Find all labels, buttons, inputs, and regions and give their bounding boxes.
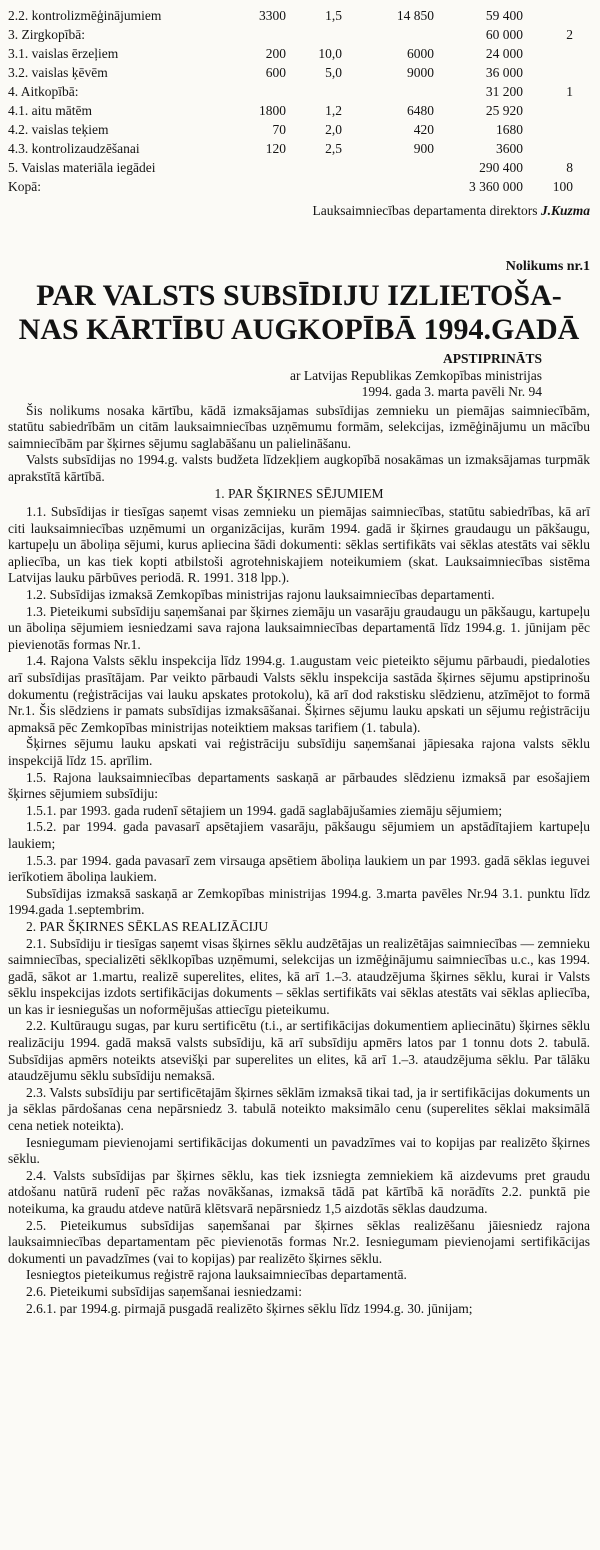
table-cell: 1800 [259, 103, 286, 118]
table-cell-label: 5. Vaislas materiāla iegādei [8, 160, 156, 175]
document-body [8, 403, 590, 1318]
document-title [8, 279, 590, 347]
paragraph-2-5: 2.5. Pieteikumus subsīdijas saņemšanai par šķirnes sēklas realizēšanu jāiesniedz rajona lauksaimniecības departamentam pēc pievienotās formas Nr.2. Iesniegumam pievienojami sertifikācijas dokumenti un pavadzīmes (vai to kopijas) par realizēto šķirnes sēklu. [8, 1217, 590, 1266]
paragraph: Iesniegtos pieteikumus reģistrē rajona lauksaimniecības departamentā. [26, 1267, 407, 1283]
approved-label: APSTIPRINĀTS [442, 351, 542, 366]
table-cell [342, 177, 434, 196]
paragraph-intro: Šis nolikums nosaka kārtību, kādā izmaksājamas subsīdijas zemnieku un piemājas saimniecībām, statūtu sabiedrībām un citām lauksaimniecības uzņēmumu formām, selekcijas, izmēģinājumu un mācību saimniecībām par šķirnes sējumu saglabāšanu un palielināšanu. [8, 402, 590, 451]
table-cell-label: 2.2. kontrolizmēģinājumiem [8, 8, 162, 23]
table-cell [342, 25, 434, 44]
table-cell: 36 000 [485, 65, 523, 80]
table-cell [523, 6, 573, 25]
table-cell: 6000 [407, 46, 434, 61]
table-cell: 14 850 [396, 8, 434, 23]
subsidy-table [8, 6, 590, 196]
table-cell-label: 3.2. vaislas ķēvēm [8, 65, 108, 80]
table-cell: 1 [566, 84, 573, 99]
table-cell: 6480 [407, 103, 434, 118]
paragraph-2-1: 2.1. Subsīdiju ir tiesīgas saņemt visas šķirnes sēklu audzētājas un realizētājas saimniecības — zemnieku saimniecības, specializēti sēklkopības uzņēmumi, selekcijas un izmēģinājumu saimniecības u.c., kas 1994. gadā, sākot ar 1.martu, realizē superelites, elites, kā arī 1.–3. ataudzējuma šķirnes sēklu, kurai ir Valsts sēklu inspekcijas izdots sertifikācijas dokuments – sēklas sertifikāts vai sēklas atestāts vai sēklas apliecība, un kas ir iesniegušas un noformējušas attiecīgu pieteikumu. [8, 935, 590, 1017]
table-cell: 3600 [496, 141, 523, 156]
table-cell-label: 4.2. vaislas teķiem [8, 122, 109, 137]
table-row [8, 101, 590, 120]
paragraph-1-2: 1.2. Subsīdijas izmaksā Zemkopības ministrijas rajonu lauksaimniecības departamenti. [26, 587, 495, 603]
paragraph-1-5-3: 1.5.3. par 1994. gada pavasarī zem virsauga apsētiem āboliņa laukiem un par 1993. gadā sēklas ieguvei ierīkotiem āboliņa laukiem. [8, 852, 590, 885]
table-row [8, 139, 590, 158]
table-cell: 2 [566, 27, 573, 42]
paragraph: Valsts subsīdijas no 1994.g. valsts budžeta līdzekļiem augkopībā nosakāmas un izmaksājamas turpmāk aprakstītā kārtībā. [8, 452, 590, 484]
approval-block [8, 351, 590, 401]
paragraph-2-3: 2.3. Valsts subsīdiju par sertificētajām šķirnes sēklām izmaksā tikai tad, ja ir sertifikācijas dokuments un ja sēklas pārdošanas cena nepārsniedz 3. tabulā noteikto maksimālo cenu (superelites sēklai maksimālā cena netiek noteikta). [8, 1084, 590, 1134]
table-cell [286, 25, 342, 44]
paragraph-2-6: 2.6. Pieteikumi subsīdijas saņemšanai iesniedzami: [26, 1283, 302, 1299]
table-row [8, 44, 590, 63]
paragraph-1-1: 1.1. Subsīdijas ir tiesīgas saņemt visas zemnieku un piemājas saimniecības, statūtu sabiedrības, kā arī citi lauksaimniecības uzņēmumi un organizācijas, kurām 1994. gadā ir šķirnes graudaugu un pākšaugu, kartupeļu un āboliņa sējumi, kurus apliecina šādi dokumenti: sēklas sertifikāts vai sēklas atestāts vai sēklu apliecība, un kas tiek kopti atbilstoši agrotehniskajiem noteikumiem (skat. Lauksaimniecības sistēma Latvijas lauku pārbūves periodā. R. 1991. 318 lpp.). [8, 504, 590, 586]
table-cell [286, 177, 342, 196]
table-cell: 9000 [407, 65, 434, 80]
paragraph-1-5-2: 1.5.2. par 1994. gada pavasarī apsētajiem vasarāju, pākšaugu sējumiem un apstādītajiem kartupeļu laukiem; [8, 819, 590, 851]
paragraph: Iesniegumam pievienojami sertifikācijas dokumenti un pavadzīmes vai to kopijas par realizēto šķirnes sēklu. [8, 1134, 590, 1167]
table-cell-label: 4.3. kontrolizaudzēšanai [8, 141, 140, 156]
signature-line [8, 203, 590, 219]
table-cell: 420 [413, 122, 434, 137]
paragraph-1-5-1: 1.5.1. par 1993. gada rudenī sētajiem un 1994. gadā saglabājušamies ziemāju sējumiem; [26, 802, 503, 818]
table-row [8, 63, 590, 82]
table-cell: 1680 [496, 122, 523, 137]
table-cell [523, 120, 573, 139]
table-cell [236, 25, 286, 44]
table-cell: 10,0 [318, 46, 342, 61]
table-cell [523, 44, 573, 63]
table-row [8, 158, 590, 177]
table-cell: 2,5 [325, 141, 342, 156]
table-cell [342, 82, 434, 101]
table-cell: 8 [566, 160, 573, 175]
table-cell: 290 400 [479, 160, 523, 175]
table-cell-label: 4.1. aitu mātēm [8, 103, 92, 118]
table-cell: 200 [265, 46, 286, 61]
table-cell [523, 101, 573, 120]
paragraph-2-4: 2.4. Valsts subsīdijas par šķirnes sēklu, kas tiek izsniegta zemniekiem kā aizdevums pret graudu atdošanu natūrā rudenī pēc ražas novākšanas, izmaksā tādā pat kārtībā kā norādīts 2.2. punktā pie noteikuma, ka graudu atdeve natūrā klētsvarā nepārsniedz 1,5 aizdotās sēklas daudzuma. [8, 1167, 590, 1216]
paragraph: Šķirnes sējumu lauku apskati vai reģistrāciju subsīdiju saņemšanai jāpiesaka rajona valsts sēklu inspekcijā līdz 15. aprīlim. [8, 736, 590, 768]
section-heading-2: 2. PAR ŠĶIRNES SĒKLAS REALIZĀCIJU [26, 918, 269, 934]
table-cell-label: 4. Aitkopībā: [8, 84, 79, 99]
paragraph-2-2: 2.2. Kultūraugu sugas, par kuru sertificētu (t.i., ar sertifikācijas dokumentiem apliecinātu) šķirnes sēklu realizāciju 1994. gadā maksā valsts subsīdiju, kā arī subsīdiju apmērs latos par 1 tonnu dots 2. tabulā. Subsīdijas apmērs noteikts atsevišķi par superelites un elites, kā arī 1.–3. ataudzējuma sēklu. Par tālāku ataudzējumu sēklu subsīdiju nemaksā. [8, 1018, 590, 1084]
table-cell: 100 [552, 179, 573, 194]
table-cell: 24 000 [485, 46, 523, 61]
table-cell [236, 158, 286, 177]
table-cell [286, 158, 342, 177]
table-cell: 1,5 [325, 8, 342, 23]
approved-by-line1: ar Latvijas Republikas Zemkopības ministrijas [290, 367, 542, 383]
table-row-total [8, 177, 590, 196]
table-cell-label: Kopā: [8, 179, 41, 194]
table-cell: 60 000 [485, 27, 523, 42]
document-title-line1: PAR VALSTS SUBSĪDIJU IZLIETOŠA- [36, 279, 562, 312]
approved-by-line2: 1994. gada 3. marta pavēli Nr. 94 [361, 384, 542, 399]
paragraph-1-4: 1.4. Rajona Valsts sēklu inspekcija līdz 1994.g. 1.augustam veic pieteikto sējumu pārbaudi, piedaloties arī subsīdijas prasītājam. Par veikto pārbaudi Valsts sēklu inspekcija sastāda šķirnes sējumu apstiprinošu dokumentu (reģistrācijas vai lauku apskates protokolu), kā arī dod rakstisku slēdzienu, atzīmējot to formā Nr.1. Šis slēdziens ir pamats subsīdijas izmaksāšanai. Šķirnes sējumu lauku apskati un sējumu reģistrāciju apmaksā pēc Zemkopības ministrijas noteiktiem maksas tarifiem (1. tabula). [8, 653, 590, 735]
table-cell: 120 [265, 141, 286, 156]
table-row [8, 82, 590, 101]
table-cell: 3300 [259, 8, 286, 23]
table-cell: 31 200 [485, 84, 523, 99]
signature-role: Lauksaimniecības departamenta direktors [312, 203, 541, 218]
table-cell: 600 [265, 65, 286, 80]
table-cell: 25 920 [485, 103, 523, 118]
table-cell [523, 139, 573, 158]
table-cell [523, 63, 573, 82]
table-row [8, 120, 590, 139]
table-cell: 5,0 [325, 65, 342, 80]
regulation-number-label: Nolikums nr.1 [505, 259, 590, 274]
table-row [8, 6, 590, 25]
table-cell: 900 [413, 141, 434, 156]
table-cell: 3 360 000 [469, 179, 523, 194]
document-title-line2: NAS KĀRTĪBU AUGKOPĪBĀ 1994.GADĀ [18, 313, 580, 346]
table-cell-label: 3.1. vaislas ērzeļiem [8, 46, 119, 61]
paragraph: Subsīdijas izmaksā saskaņā ar Zemkopības ministrijas 1994.g. 3.marta pavēles Nr.94 3.1. punktu līdz 1994.gada 1.septembrim. [8, 885, 590, 918]
signature-name: J.Kuzma [540, 203, 590, 218]
table-cell-label: 3. Zirgkopībā: [8, 27, 85, 42]
paragraph-1-3: 1.3. Pieteikumi subsīdiju saņemšanai par šķirnes ziemāju un vasarāju graudaugu un pākšaugu, kartupeļu un āboliņa sējumiem iesniedzami sava rajona lauksaimniecības departamentā līdz 1994.g. 1. jūnijam pēc pievienotās formas Nr.1. [8, 603, 590, 652]
table-cell [236, 82, 286, 101]
table-cell: 70 [272, 122, 286, 137]
paragraph-1-5: 1.5. Rajona lauksaimniecības departaments saskaņā ar pārbaudes slēdzienu izmaksā par esošajiem šķirnes sējumiem subsīdiju: [8, 769, 590, 802]
table-cell [236, 177, 286, 196]
table-cell [286, 82, 342, 101]
table-cell: 2,0 [325, 122, 342, 137]
section-heading-1: 1. PAR ŠĶIRNES SĒJUMIEM [214, 486, 384, 502]
table-row [8, 25, 590, 44]
paragraph-2-6-1: 2.6.1. par 1994.g. pirmajā pusgadā realizēto šķirnes sēklu līdz 1994.g. 30. jūnijam; [26, 1300, 473, 1316]
table-cell: 1,2 [325, 103, 342, 118]
table-cell [342, 158, 434, 177]
table-cell: 59 400 [485, 8, 523, 23]
